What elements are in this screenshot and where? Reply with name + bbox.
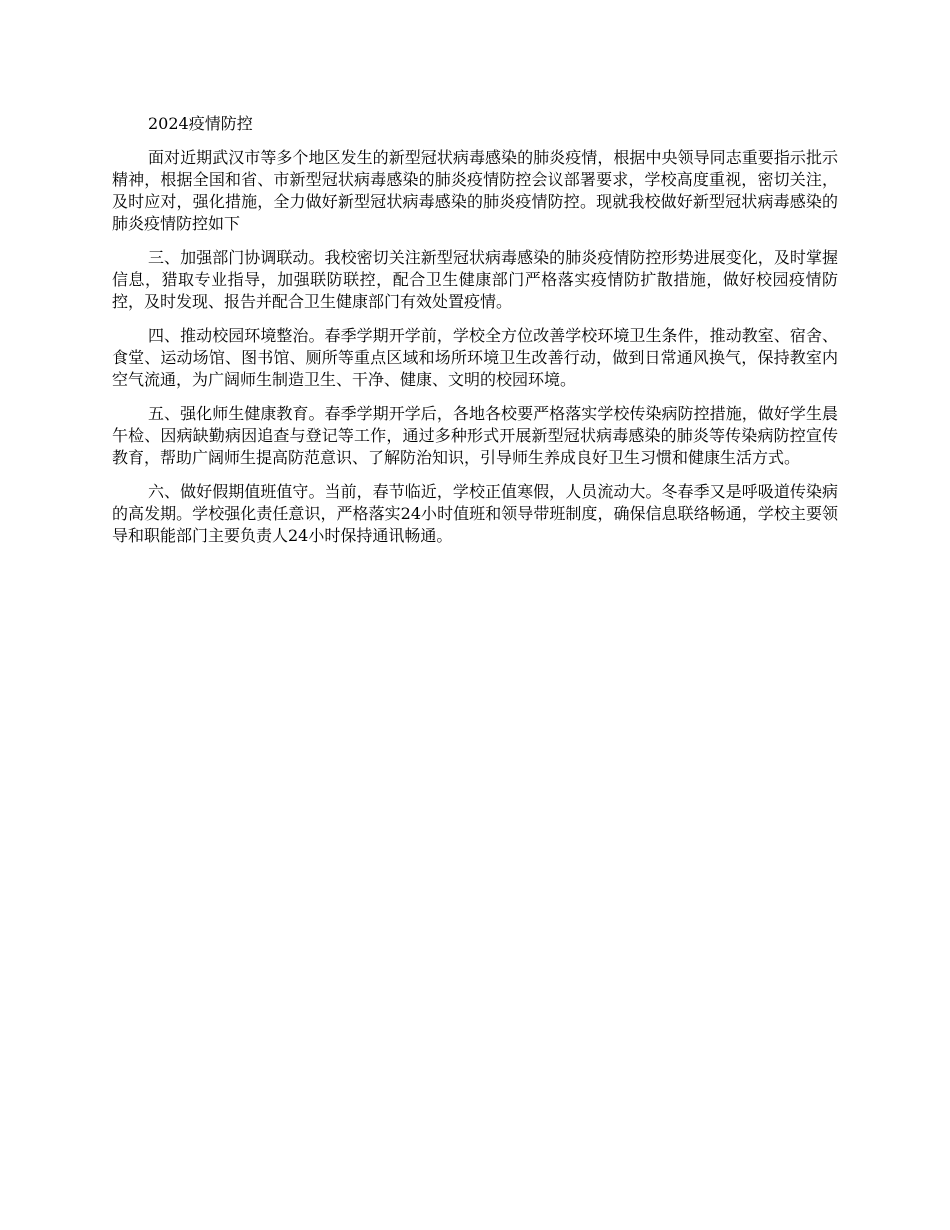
paragraph-intro: 面对近期武汉市等多个地区发生的新型冠状病毒感染的肺炎疫情，根据中央领导同志重要指示批示精神，根据全国和省、市新型冠状病毒感染的肺炎疫情防控会议部署要求，学校高度重视，密切关注，及时应对，强化措施，全力做好新型冠状病毒感染的肺炎疫情防控。现就我校做好新型冠状病毒感染的肺炎疫情防控如下 bbox=[112, 148, 838, 233]
paragraph-section-4: 四、推动校园环境整治。春季学期开学前，学校全方位改善学校环境卫生条件，推动教室、宿舍、食堂、运动场馆、图书馆、厕所等重点区域和场所环境卫生改善行动，做到日常通风换气，保持教室内空气流通，为广阔师生制造卫生、干净、健康、文明的校园环境。 bbox=[112, 326, 838, 389]
document-page bbox=[112, 113, 838, 559]
document-title: 2024疫情防控 bbox=[148, 114, 253, 133]
paragraph-section-3: 三、加强部门协调联动。我校密切关注新型冠状病毒感染的肺炎疫情防控形势进展变化，及时掌握信息，猎取专业指导，加强联防联控，配合卫生健康部门严格落实疫情防扩散措施，做好校园疫情防控，及时发现、报告并配合卫生健康部门有效处置疫情。 bbox=[112, 248, 838, 311]
paragraph-section-6: 六、做好假期值班值守。当前，春节临近，学校正值寒假，人员流动大。冬春季又是呼吸道传染病的高发期。学校强化责任意识，严格落实24小时值班和领导带班制度，确保信息联络畅通，学校主要领导和职能部门主要负责人24小时保持通讯畅通。 bbox=[112, 482, 838, 545]
paragraph-section-5: 五、强化师生健康教育。春季学期开学后，各地各校要严格落实学校传染病防控措施，做好学生晨午检、因病缺勤病因追查与登记等工作，通过多种形式开展新型冠状病毒感染的肺炎等传染病防控宣传教育，帮助广阔师生提高防范意识、了解防治知识，引导师生养成良好卫生习惯和健康生活方式。 bbox=[112, 404, 838, 467]
